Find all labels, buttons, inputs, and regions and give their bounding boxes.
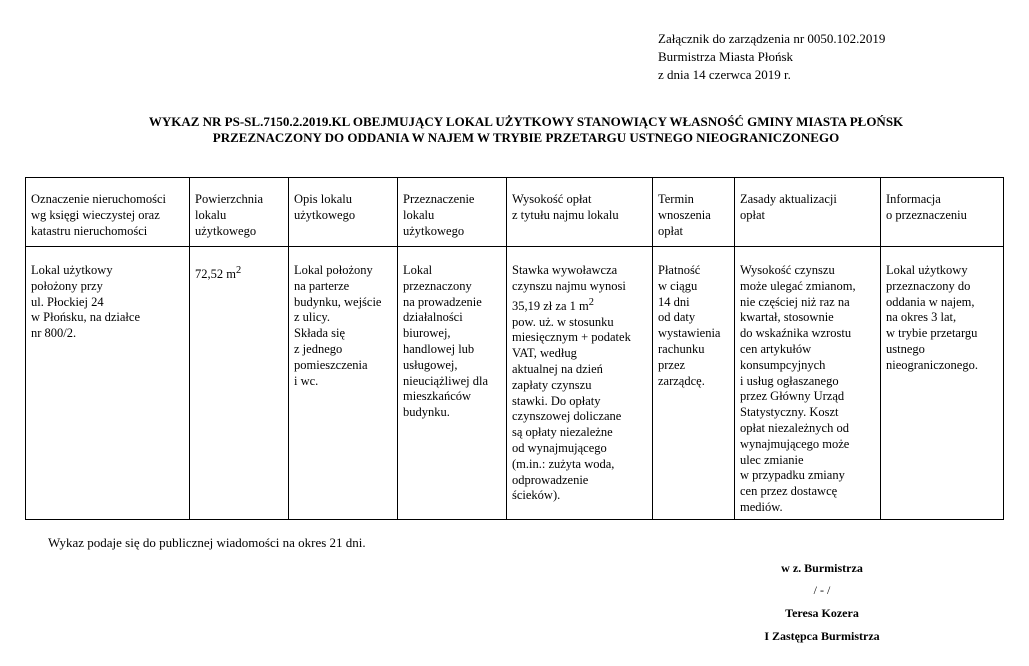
annex-line-2: Burmistrza Miasta Płońsk [658, 49, 794, 64]
fees-text-2: pow. uż. w stosunku miesięcznym + podatek VAT, według aktualnej na dzień zapłaty czynszu stawki. Do opłaty czynszowej doliczane są opłaty niezależne od wynajmującego (m.in.: zużyta woda, odprowadzenie ścieków). [512, 314, 631, 503]
table-row [26, 247, 1004, 520]
header-description: Opis lokalu użytkowego [289, 178, 398, 247]
header-area: Powierzchnia lokalu użytkowego [190, 178, 289, 247]
cell-update-rules: Wysokość czynszu może ulegać zmianom, nie częściej niż raz na kwartał, stosownie do wskaźnika wzrostu cen artykułów konsumpcyjnych i usług ogłaszanego przez Główny Urząd Statystyczny. Koszt opłat niezależnych od wynajmującego może ulec zmianie w przypadku zmiany cen przez dostawcę mediów. [735, 247, 881, 520]
annex-line-3: z dnia 14 czerwca 2019 r. [658, 67, 791, 82]
cell-location: Lokal użytkowy położony przy ul. Płockiej 24 w Płońsku, na działce nr 800/2. [26, 247, 190, 520]
publication-note: Wykaz podaje się do publicznej wiadomości na okres 21 dni. [48, 535, 366, 550]
fees-text-1: Stawka wywoławcza czynszu najmu wynosi 35,19 zł za 1 m [512, 263, 626, 313]
title-line-1: WYKAZ NR PS-SL.7150.2.2019.KL OBEJMUJĄCY LOKAL UŻYTKOWY STANOWIĄCY WŁASNOŚĆ GMINY MIASTA PŁOŃSK [148, 114, 904, 129]
annex-line-1: Załącznik do zarządzenia nr 0050.102.2019 [658, 31, 886, 46]
table-header-row [26, 178, 1004, 247]
header-update-rules: Zasady aktualizacji opłat [735, 178, 881, 247]
signature-mark: / - / [813, 583, 831, 597]
signature-on-behalf: w z. Burmistrza [781, 561, 863, 575]
header-fees: Wysokość opłat z tytułu najmu lokalu [507, 178, 653, 247]
annex-header [658, 30, 885, 84]
cell-info: Lokal użytkowy przeznaczony do oddania w najem, na okres 3 lat, w trybie przetargu ustnego nieograniczonego. [881, 247, 1004, 520]
area-unit-superscript: 2 [235, 265, 242, 276]
cell-description: Lokal położony na parterze budynku, wejście z ulicy. Składa się z jednego pomieszczenia i wc. [289, 247, 398, 520]
property-table [25, 177, 1004, 520]
cell-fees [507, 247, 653, 520]
cell-area [190, 247, 289, 520]
cell-purpose: Lokal przeznaczony na prowadzenie działalności biurowej, handlowej lub usługowej, nieuciążliwej dla mieszkańców budynku. [398, 247, 507, 520]
signature-name: Teresa Kozera [785, 606, 859, 620]
header-payment-terms: Termin wnoszenia opłat [653, 178, 735, 247]
header-purpose: Przeznaczenie lokalu użytkowego [398, 178, 507, 247]
title-line-2: PRZEZNACZONY DO ODDANIA W NAJEM W TRYBIE PRZETARGU USTNEGO NIEOGRANICZONEGO [212, 130, 840, 145]
area-value: 72,52 m [195, 267, 236, 282]
header-property-designation: Oznaczenie nieruchomości wg księgi wieczystej oraz katastru nieruchomości [26, 178, 190, 247]
document-title [24, 114, 1028, 146]
signature-title: I Zastępca Burmistrza [764, 629, 880, 643]
cell-payment-terms: Płatność w ciągu 14 dni od daty wystawienia rachunku przez zarządcę. [653, 247, 735, 520]
header-info: Informacja o przeznaczeniu [881, 178, 1004, 247]
fees-unit-superscript: 2 [588, 296, 594, 308]
